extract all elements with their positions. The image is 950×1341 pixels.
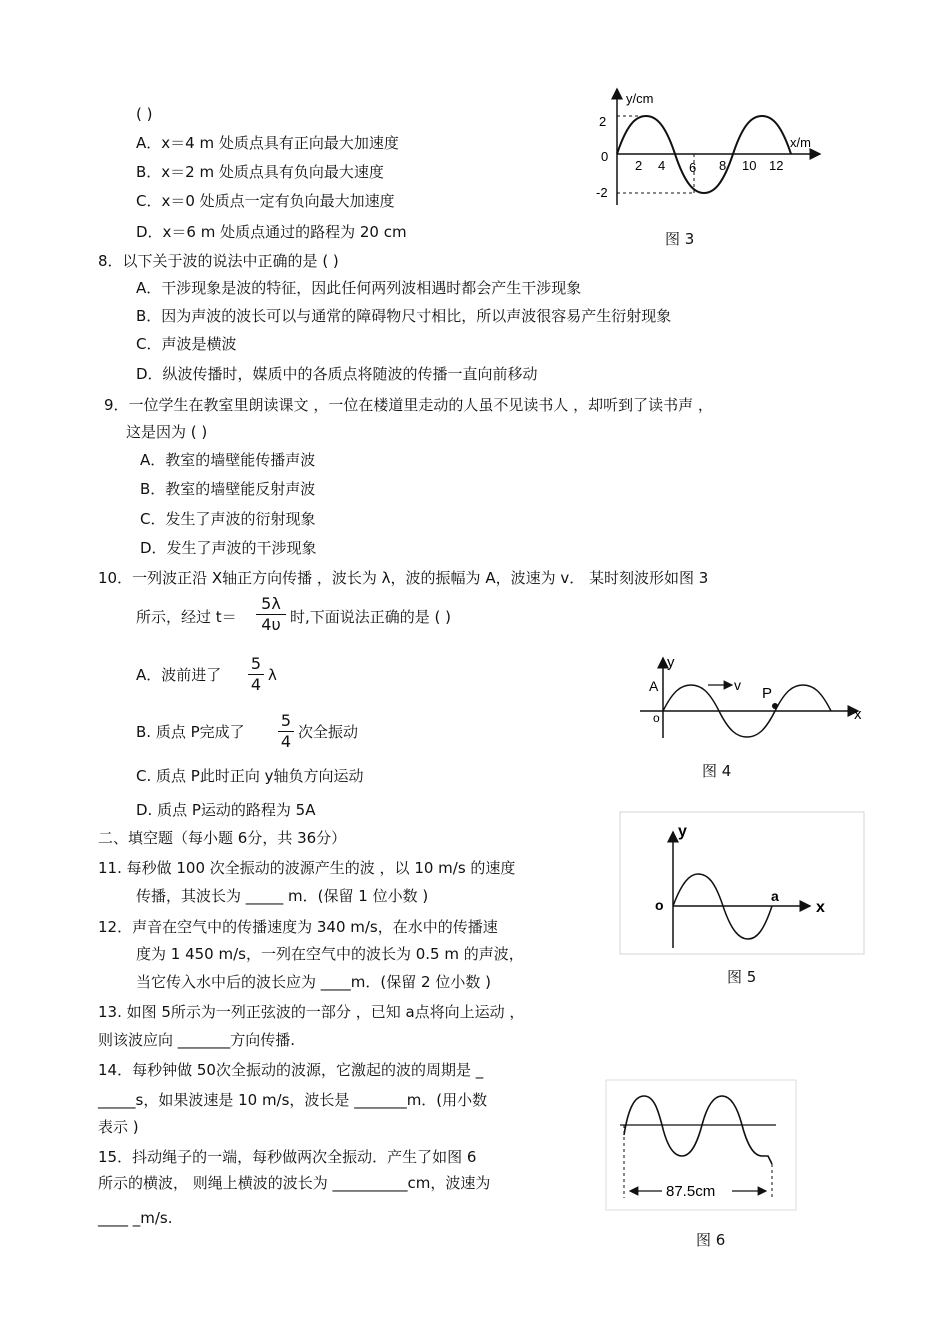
figure-6-rope-wave (606, 1080, 798, 1212)
amplitude-label: A (649, 678, 659, 694)
q7-paren: ( ) (136, 105, 153, 123)
q8-option-c: C．声波是横波 (136, 335, 237, 353)
q10-a-numerator: 5 (250, 654, 262, 673)
q12-line1: 12．声音在空气中的传播速度为 340 m/s，在水中的传播速 (98, 918, 498, 936)
q8-option-a: A．干涉现象是波的特征，因此任何两列波相遇时都会产生干涉现象 (136, 279, 582, 297)
velocity-label: v (734, 677, 741, 693)
origin-label: o (653, 711, 660, 725)
q15-line1: 15．抖动绳子的一端，每秒做两次全振动．产生了如图 6 (98, 1148, 477, 1166)
x-axis-label: x (854, 706, 862, 723)
q12-line3: 当它传入水中后的波长应为 ____m．(保留 2 位小数 ) (136, 973, 491, 991)
q14-line3: 表示 ) (98, 1118, 139, 1136)
y-tick-label: -2 (596, 185, 608, 200)
q7-option-c: C．x＝0 处质点一定有负向最大加速度 (136, 192, 395, 210)
x-axis-label: x (816, 899, 825, 916)
q10-b-denominator: 4 (280, 732, 292, 751)
q10-option-c: C. 质点 P此时正向 y轴负方向运动 (136, 767, 364, 785)
q14-line2: _____s，如果波速是 10 m/s，波长是 _______m．(用小数 (98, 1091, 488, 1109)
figure-3-caption: 图 3 (665, 230, 695, 248)
q13-line2: 则该波应向 _______方向传播. (98, 1031, 296, 1049)
q9-option-b: B．教室的墙壁能反射声波 (140, 480, 316, 498)
q10-time-numerator: 5λ (261, 594, 281, 613)
q10-option-a-unit: λ (268, 666, 277, 684)
figure-4-wave-graph (636, 650, 868, 750)
y-axis-label: y (678, 823, 687, 840)
q10-b-numerator: 5 (280, 711, 292, 730)
q10-time-denominator: 4υ (261, 615, 281, 634)
y-tick-label: 2 (599, 114, 607, 129)
q8-stem: 8．以下关于波的说法中正确的是 ( ) (98, 252, 339, 270)
q10-option-b-tail: 次全振动 (298, 723, 359, 741)
q10-option-b: B. 质点 P完成了 (136, 723, 245, 741)
q9-stem-line2: 这是因为 ( ) (126, 423, 208, 441)
q15-line2: 所示的横波， 则绳上横波的波长为 __________cm，波速为 (98, 1174, 491, 1192)
q7-option-a: A．x＝4 m 处质点具有正向最大加速度 (136, 134, 399, 152)
q10-option-d: D. 质点 P运动的路程为 5A (136, 801, 316, 819)
x-tick-label: 6 (689, 160, 697, 175)
q10-b-fraction (278, 712, 294, 751)
q10-stem-line2b: 时,下面说法正确的是 ( ) (290, 608, 452, 626)
q10-a-denominator: 4 (250, 675, 262, 694)
q14-line1: 14．每秒钟做 50次全振动的波源，它激起的波的周期是 _ (98, 1061, 484, 1079)
origin-label: o (655, 897, 664, 913)
y-axis-label: y/cm (626, 91, 654, 106)
q15-line3: ____ _m/s. (98, 1209, 173, 1227)
x-axis-label: x/m (790, 135, 811, 150)
point-a-label: a (771, 888, 779, 904)
figure-6-caption: 图 6 (696, 1231, 726, 1249)
q9-option-d: D．发生了声波的干涉现象 (140, 539, 317, 557)
figure-frame (620, 812, 864, 954)
y-axis-label: y (667, 654, 675, 671)
q10-stem-line2a: 所示，经过 t＝ (136, 608, 237, 626)
q9-option-a: A．教室的墙壁能传播声波 (140, 451, 316, 469)
length-label: 87.5cm (666, 1183, 716, 1200)
x-tick-label: 4 (658, 158, 666, 173)
q11-line2: 传播，其波长为 _____ m．(保留 1 位小数 ) (136, 887, 429, 905)
q10-time-fraction (256, 595, 286, 634)
point-p (772, 703, 778, 709)
x-tick-label: 2 (635, 158, 643, 173)
figure-5-caption: 图 5 (727, 968, 757, 986)
x-tick-label: 10 (742, 158, 757, 173)
q7-option-d: D．x＝6 m 处质点通过的路程为 20 cm (136, 223, 407, 241)
q8-option-d: D．纵波传播时，媒质中的各质点将随波的传播一直向前移动 (136, 365, 538, 383)
y-tick-label: 0 (601, 149, 609, 164)
x-tick-label: 12 (769, 158, 784, 173)
q10-option-a: A．波前进了 (136, 666, 222, 684)
figure-4-caption: 图 4 (702, 762, 732, 780)
q12-line2: 度为 1 450 m/s，一列在空气中的波长为 0.5 m 的声波， (136, 945, 524, 963)
q11-line1: 11. 每秒做 100 次全振动的波源产生的波 ，以 10 m/s 的速度 (98, 859, 516, 877)
q10-stem-line1: 10．一列波正沿 X轴正方向传播 ，波长为 λ，波的振幅为 A，波速为 v． 某时刻波形如图 3 (98, 569, 709, 587)
q10-a-fraction (248, 655, 264, 694)
rope-wave (624, 1096, 772, 1164)
figure-3-wave-graph (590, 85, 830, 215)
x-tick-label: 8 (719, 158, 727, 173)
point-p-label: P (762, 685, 773, 702)
q7-option-b: B．x＝2 m 处质点具有负向最大速度 (136, 163, 384, 181)
q9-stem-line1: 9．一位学生在教室里朗读课文 ，一位在楼道里走动的人虽不见读书人 ，却听到了读书声 ， (104, 396, 713, 414)
figure-5-wave-graph (620, 812, 866, 958)
q13-line1: 13. 如图 5所示为一列正弦波的一部分 ，已知 a点将向上运动 ， (98, 1003, 525, 1021)
section-2-heading: 二、填空题（每小题 6分，共 36分） (98, 829, 347, 847)
q9-option-c: C．发生了声波的衍射现象 (140, 510, 316, 528)
q8-option-b: B．因为声波的波长可以与通常的障碍物尺寸相比，所以声波很容易产生衍射现象 (136, 307, 672, 325)
